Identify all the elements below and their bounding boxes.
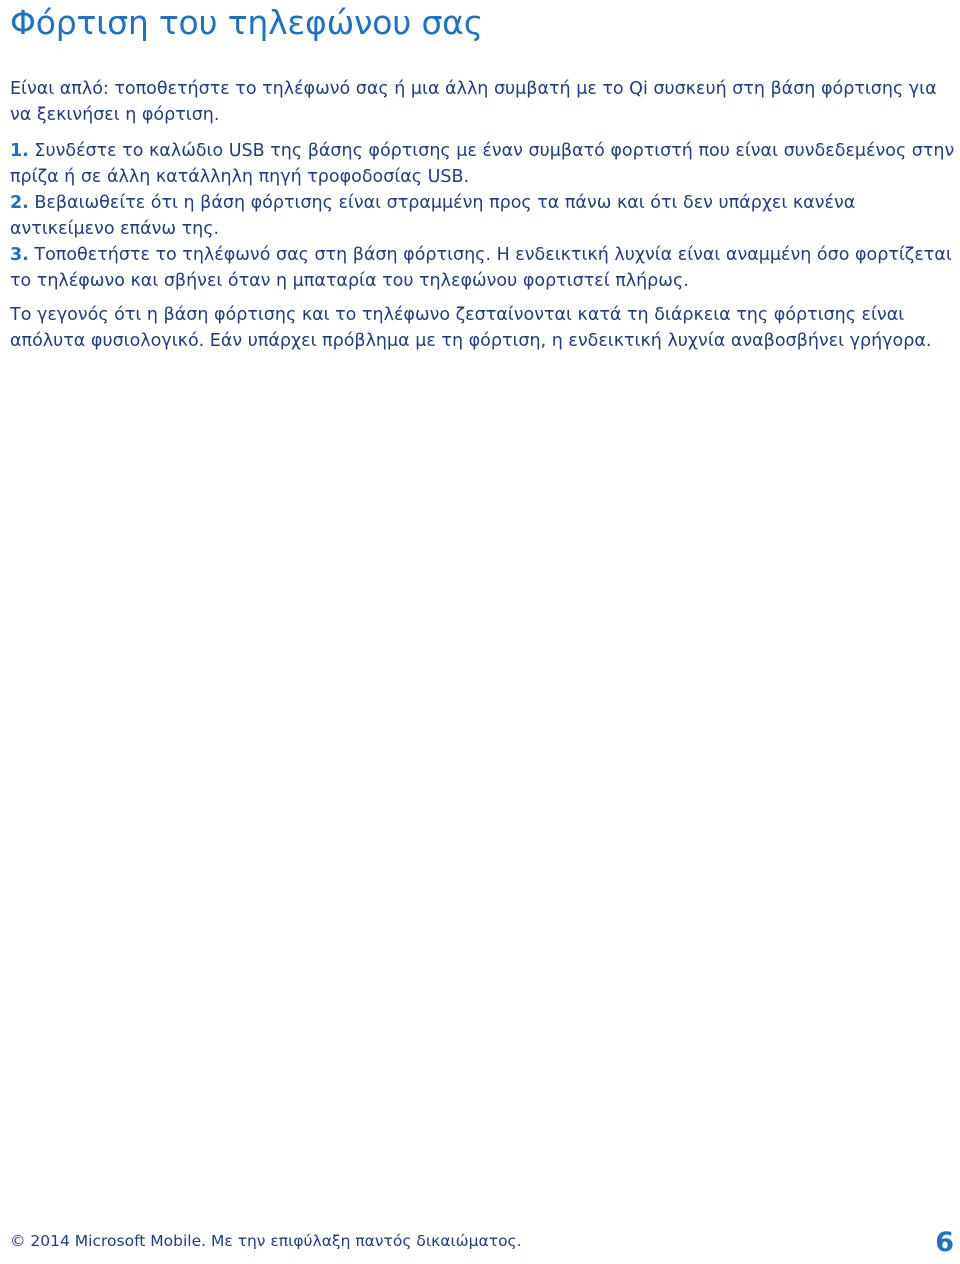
page-title: Φόρτιση του τηλεφώνου σας: [10, 3, 483, 42]
step-item-2: [10, 190, 956, 242]
page-footer: [10, 1226, 954, 1260]
note-paragraph: Το γεγονός ότι η βάση φόρτισης και το τηλέφωνο ζεσταίνονται κατά τη διάρκεια της φόρτισης είναι απόλυτα φυσιολογικό. Εάν υπάρχει πρόβλημα με τη φόρτιση, η ενδεικτική λυχνία αναβοσβήνει γρήγορα.: [10, 305, 932, 351]
page-number: 6: [935, 1227, 954, 1258]
step-text: Τοποθετήστε το τηλέφωνό σας στη βάση φόρτισης. Η ενδεικτική λυχνία είναι αναμμένη όσο φορτίζεται το τηλέφωνο και σβήνει όταν η μπαταρία του τηλεφώνου φορτιστεί πλήρως.: [10, 245, 952, 291]
copyright-notice: © 2014 Microsoft Mobile. Με την επιφύλαξη παντός δικαιώματος.: [10, 1232, 522, 1250]
step-text: Συνδέστε το καλώδιο USB της βάσης φόρτισης με έναν συμβατό φορτιστή που είναι συνδεδεμένος στην πρίζα ή σε άλλη κατάλληλη πηγή τροφοδοσίας USB.: [10, 141, 955, 187]
page-content: [10, 76, 956, 354]
steps-list: [10, 138, 956, 294]
step-number: 3.: [10, 245, 29, 265]
step-item-3: [10, 242, 956, 294]
step-number: 1.: [10, 141, 29, 161]
intro-paragraph: Είναι απλό: τοποθετήστε το τηλέφωνό σας ή μια άλλη συμβατή με το Qi συσκευή στη βάση φόρτισης για να ξεκινήσει η φόρτιση.: [10, 79, 937, 125]
step-item-1: [10, 138, 956, 190]
step-number: 2.: [10, 193, 29, 213]
step-text: Βεβαιωθείτε ότι η βάση φόρτισης είναι στραμμένη προς τα πάνω και ότι δεν υπάρχει κανένα αντικείμενο επάνω της.: [10, 193, 856, 239]
